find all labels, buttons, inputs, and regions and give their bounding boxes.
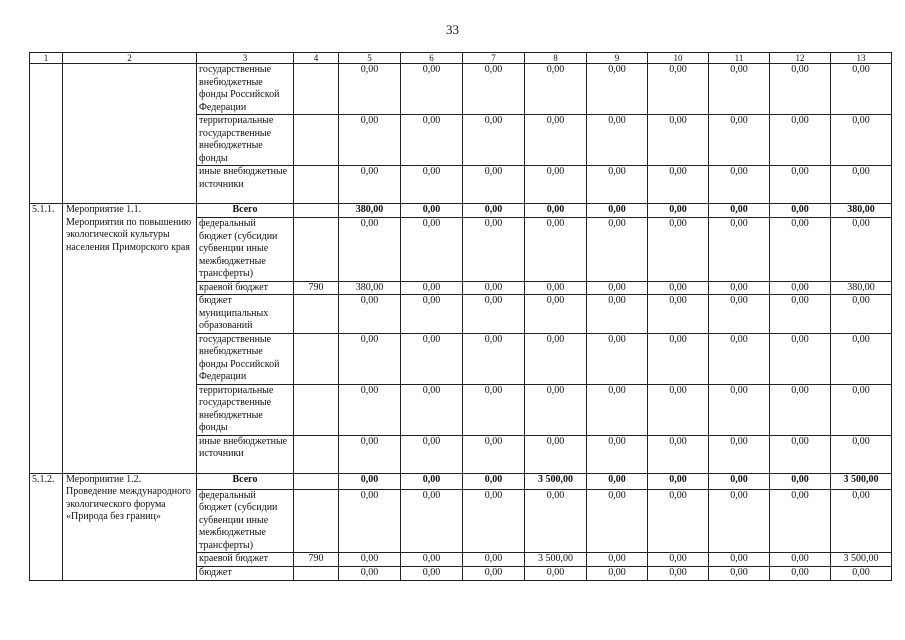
amount-cell: 0,00 — [339, 64, 401, 115]
amount-cell: 0,00 — [463, 566, 525, 580]
amount-cell: 0,00 — [648, 566, 709, 580]
amount-cell: 0,00 — [648, 295, 709, 334]
code-cell — [294, 166, 339, 204]
amount-cell: 0,00 — [831, 489, 892, 553]
amount-cell: 0,00 — [339, 333, 401, 384]
funding-source-cell: бюджет муниципальных образований — [197, 295, 294, 334]
amount-cell: 0,00 — [401, 281, 463, 295]
amount-cell: 0,00 — [401, 384, 463, 435]
amount-cell: 0,00 — [587, 218, 648, 282]
amount-cell: 0,00 — [587, 115, 648, 166]
amount-cell: 0,00 — [709, 435, 770, 473]
header-cell: 11 — [709, 53, 770, 64]
amount-cell: 0,00 — [770, 295, 831, 334]
table-row — [30, 473, 892, 489]
amount-cell: 0,00 — [339, 435, 401, 473]
header-cell: 12 — [770, 53, 831, 64]
amount-cell: 3 500,00 — [525, 553, 587, 567]
code-cell — [294, 218, 339, 282]
budget-table — [29, 52, 892, 581]
amount-cell: 0,00 — [339, 218, 401, 282]
amount-cell: 0,00 — [831, 384, 892, 435]
code-cell — [294, 204, 339, 218]
amount-cell: 0,00 — [401, 204, 463, 218]
amount-cell: 0,00 — [401, 166, 463, 204]
header-cell: 8 — [525, 53, 587, 64]
funding-source-cell: иные внебюджетные источники — [197, 435, 294, 473]
item-number-cell — [30, 64, 63, 204]
amount-cell: 0,00 — [587, 281, 648, 295]
code-cell — [294, 64, 339, 115]
amount-cell: 0,00 — [339, 166, 401, 204]
amount-cell: 3 500,00 — [831, 473, 892, 489]
amount-cell: 0,00 — [339, 553, 401, 567]
amount-cell: 0,00 — [770, 489, 831, 553]
code-cell — [294, 384, 339, 435]
amount-cell: 0,00 — [587, 553, 648, 567]
amount-cell: 0,00 — [525, 384, 587, 435]
amount-cell: 0,00 — [770, 333, 831, 384]
amount-cell: 0,00 — [770, 435, 831, 473]
amount-cell: 0,00 — [648, 115, 709, 166]
amount-cell: 0,00 — [463, 553, 525, 567]
funding-source-cell: территориальные государственные внебюджетные фонды — [197, 384, 294, 435]
amount-cell: 0,00 — [401, 566, 463, 580]
funding-source-cell: Всего — [197, 204, 294, 218]
amount-cell: 0,00 — [525, 166, 587, 204]
amount-cell: 0,00 — [648, 166, 709, 204]
amount-cell: 380,00 — [339, 204, 401, 218]
amount-cell: 0,00 — [339, 295, 401, 334]
amount-cell: 0,00 — [831, 218, 892, 282]
funding-source-cell: краевой бюджет — [197, 553, 294, 567]
amount-cell: 0,00 — [463, 473, 525, 489]
amount-cell: 380,00 — [831, 281, 892, 295]
header-row — [30, 53, 892, 64]
amount-cell: 0,00 — [770, 553, 831, 567]
amount-cell: 0,00 — [587, 435, 648, 473]
header-cell: 3 — [197, 53, 294, 64]
code-cell — [294, 115, 339, 166]
amount-cell: 0,00 — [401, 333, 463, 384]
amount-cell: 380,00 — [339, 281, 401, 295]
amount-cell: 0,00 — [770, 64, 831, 115]
amount-cell: 0,00 — [709, 489, 770, 553]
header-cell: 10 — [648, 53, 709, 64]
amount-cell: 0,00 — [709, 384, 770, 435]
amount-cell: 0,00 — [525, 218, 587, 282]
amount-cell: 0,00 — [770, 115, 831, 166]
amount-cell: 0,00 — [831, 115, 892, 166]
amount-cell: 0,00 — [648, 218, 709, 282]
amount-cell: 0,00 — [648, 281, 709, 295]
code-cell — [294, 435, 339, 473]
amount-cell: 0,00 — [770, 218, 831, 282]
amount-cell: 0,00 — [525, 281, 587, 295]
amount-cell: 0,00 — [401, 64, 463, 115]
code-cell — [294, 473, 339, 489]
code-cell: 790 — [294, 553, 339, 567]
funding-source-cell: государственные внебюджетные фонды Российской Федерации — [197, 64, 294, 115]
table-body — [30, 53, 892, 581]
amount-cell: 0,00 — [525, 204, 587, 218]
amount-cell: 0,00 — [339, 473, 401, 489]
amount-cell: 0,00 — [587, 166, 648, 204]
amount-cell: 0,00 — [463, 295, 525, 334]
item-number-cell: 5.1.2. — [30, 473, 63, 580]
header-cell: 6 — [401, 53, 463, 64]
amount-cell: 0,00 — [770, 166, 831, 204]
amount-cell: 0,00 — [770, 281, 831, 295]
funding-source-cell: бюджет — [197, 566, 294, 580]
amount-cell: 0,00 — [709, 553, 770, 567]
page-number: 33 — [446, 22, 459, 37]
amount-cell: 0,00 — [648, 204, 709, 218]
amount-cell: 0,00 — [587, 295, 648, 334]
amount-cell: 0,00 — [587, 489, 648, 553]
amount-cell: 0,00 — [709, 115, 770, 166]
amount-cell: 0,00 — [401, 489, 463, 553]
amount-cell: 0,00 — [648, 435, 709, 473]
amount-cell: 0,00 — [463, 115, 525, 166]
funding-source-cell: федеральный бюджет (субсидии субвенции иные межбюджетные трансферты) — [197, 489, 294, 553]
amount-cell: 0,00 — [463, 489, 525, 553]
funding-source-cell: территориальные государственные внебюджетные фонды — [197, 115, 294, 166]
code-cell — [294, 489, 339, 553]
amount-cell: 0,00 — [525, 566, 587, 580]
amount-cell: 0,00 — [587, 384, 648, 435]
amount-cell: 0,00 — [463, 218, 525, 282]
amount-cell: 0,00 — [463, 333, 525, 384]
code-cell — [294, 333, 339, 384]
amount-cell: 0,00 — [525, 489, 587, 553]
amount-cell: 0,00 — [401, 218, 463, 282]
amount-cell: 0,00 — [831, 566, 892, 580]
amount-cell: 0,00 — [463, 281, 525, 295]
amount-cell: 0,00 — [525, 333, 587, 384]
amount-cell: 0,00 — [709, 281, 770, 295]
amount-cell: 0,00 — [339, 384, 401, 435]
header-cell: 4 — [294, 53, 339, 64]
amount-cell: 0,00 — [339, 566, 401, 580]
funding-source-cell: государственные внебюджетные фонды Российской Федерации — [197, 333, 294, 384]
amount-cell: 0,00 — [648, 473, 709, 489]
amount-cell: 380,00 — [831, 204, 892, 218]
item-number-cell: 5.1.1. — [30, 204, 63, 474]
code-cell — [294, 566, 339, 580]
amount-cell: 0,00 — [648, 384, 709, 435]
amount-cell: 0,00 — [648, 333, 709, 384]
amount-cell: 0,00 — [463, 204, 525, 218]
amount-cell: 0,00 — [648, 489, 709, 553]
amount-cell: 0,00 — [525, 115, 587, 166]
header-cell: 1 — [30, 53, 63, 64]
amount-cell: 0,00 — [463, 435, 525, 473]
header-cell: 5 — [339, 53, 401, 64]
table-row — [30, 204, 892, 218]
amount-cell: 0,00 — [648, 64, 709, 115]
amount-cell: 0,00 — [401, 473, 463, 489]
activity-name-cell: Мероприятие 1.1. Мероприятия по повышению экологической культуры населения Приморского края — [63, 204, 197, 474]
funding-source-cell: федеральный бюджет (субсидии субвенции иные межбюджетные трансферты) — [197, 218, 294, 282]
amount-cell: 0,00 — [401, 435, 463, 473]
header-cell: 9 — [587, 53, 648, 64]
amount-cell: 0,00 — [401, 553, 463, 567]
funding-source-cell: иные внебюджетные источники — [197, 166, 294, 204]
header-cell: 7 — [463, 53, 525, 64]
header-cell: 13 — [831, 53, 892, 64]
amount-cell: 0,00 — [709, 218, 770, 282]
activity-name-cell: Мероприятие 1.2. Проведение международного экологического форума «Природа без границ» — [63, 473, 197, 580]
amount-cell: 0,00 — [770, 566, 831, 580]
amount-cell: 0,00 — [463, 64, 525, 115]
activity-name-cell — [63, 64, 197, 204]
table-row — [30, 64, 892, 115]
amount-cell: 0,00 — [525, 64, 587, 115]
amount-cell: 0,00 — [463, 384, 525, 435]
amount-cell: 0,00 — [401, 115, 463, 166]
amount-cell: 0,00 — [587, 333, 648, 384]
amount-cell: 0,00 — [587, 64, 648, 115]
amount-cell: 0,00 — [831, 435, 892, 473]
amount-cell: 0,00 — [525, 295, 587, 334]
amount-cell: 0,00 — [339, 489, 401, 553]
amount-cell: 0,00 — [709, 333, 770, 384]
amount-cell: 0,00 — [587, 566, 648, 580]
amount-cell: 0,00 — [770, 204, 831, 218]
amount-cell: 0,00 — [709, 64, 770, 115]
amount-cell: 0,00 — [831, 64, 892, 115]
amount-cell: 0,00 — [831, 333, 892, 384]
amount-cell: 0,00 — [401, 295, 463, 334]
amount-cell: 0,00 — [587, 204, 648, 218]
amount-cell: 3 500,00 — [831, 553, 892, 567]
amount-cell: 0,00 — [339, 115, 401, 166]
code-cell: 790 — [294, 281, 339, 295]
amount-cell: 0,00 — [648, 553, 709, 567]
amount-cell: 0,00 — [709, 566, 770, 580]
funding-source-cell: краевой бюджет — [197, 281, 294, 295]
amount-cell: 0,00 — [709, 166, 770, 204]
funding-source-cell: Всего — [197, 473, 294, 489]
amount-cell: 0,00 — [831, 295, 892, 334]
header-cell: 2 — [63, 53, 197, 64]
amount-cell: 0,00 — [831, 166, 892, 204]
amount-cell: 0,00 — [770, 384, 831, 435]
amount-cell: 0,00 — [709, 473, 770, 489]
amount-cell: 0,00 — [709, 204, 770, 218]
amount-cell: 0,00 — [587, 473, 648, 489]
amount-cell: 0,00 — [463, 166, 525, 204]
code-cell — [294, 295, 339, 334]
amount-cell: 0,00 — [709, 295, 770, 334]
amount-cell: 0,00 — [525, 435, 587, 473]
amount-cell: 3 500,00 — [525, 473, 587, 489]
amount-cell: 0,00 — [770, 473, 831, 489]
